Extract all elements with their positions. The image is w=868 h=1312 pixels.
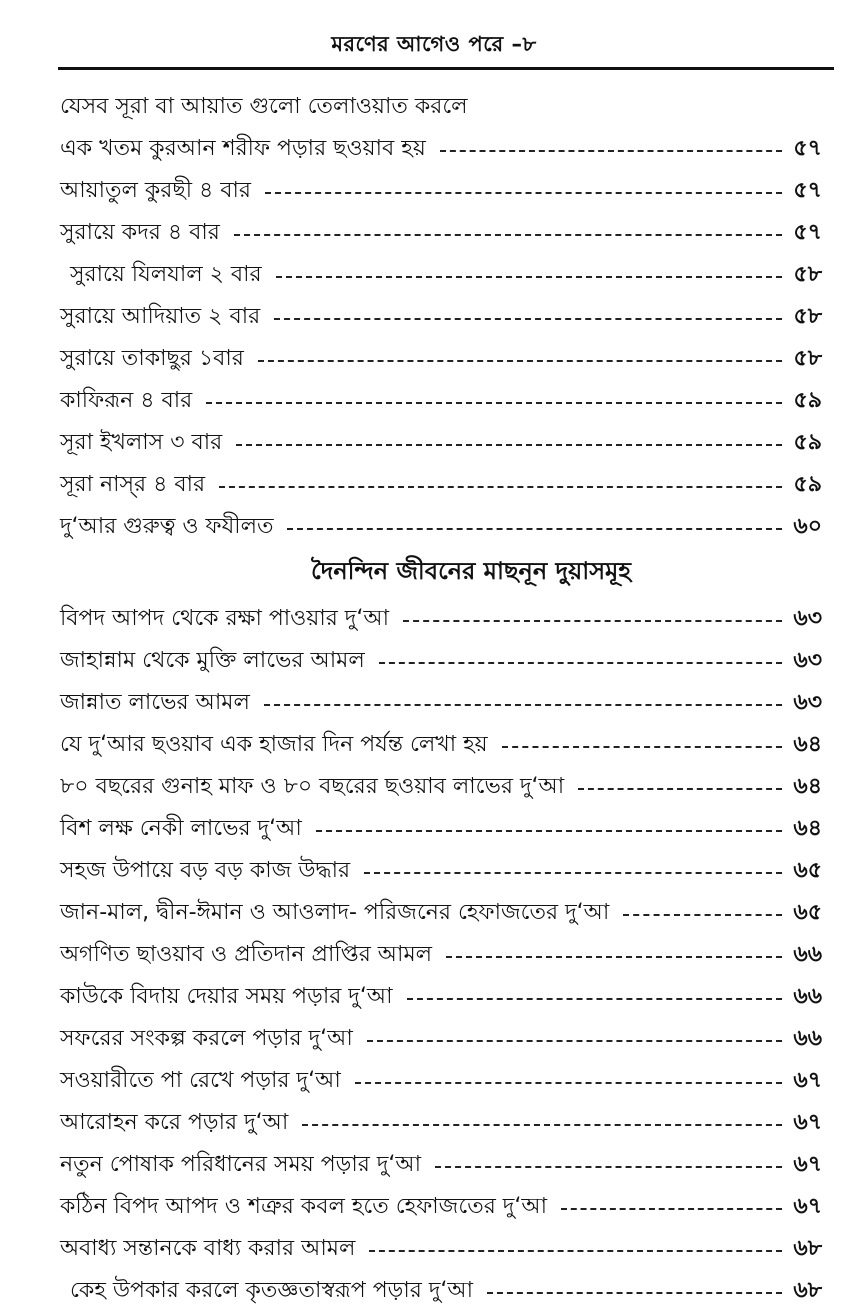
toc-entry-title: সুরায়ে তাকাছুর ১বার (60, 345, 244, 371)
toc-entry-page: ৬০ (793, 513, 822, 539)
toc-entry-title: ৮০ বছরের গুনাহ মাফ ও ৮০ বছরের ছওয়াব লাভের দু‘আ (60, 773, 565, 799)
toc-entry-page: ৬৮ (793, 1277, 822, 1303)
toc-entry (60, 934, 822, 976)
toc-entry-page: ৬৫ (793, 857, 822, 883)
toc-entry-page: ৬৭ (793, 1067, 822, 1093)
dot-leader (367, 1040, 782, 1042)
toc-entry (60, 254, 822, 296)
toc-entry-title: জাহান্নাম থেকে মুক্তি লাভের আমল (60, 647, 365, 673)
toc-section-2 (60, 598, 822, 1312)
toc-entry-page: ৫৯ (793, 471, 822, 497)
toc-entry-title: অবাধ্য সন্তানকে বাধ্য করার আমল (60, 1235, 356, 1261)
toc-entry-page: ৫৮ (793, 303, 822, 329)
toc-entry-title: বিপদ আপদ থেকে রক্ষা পাওয়ার দু‘আ (60, 605, 390, 631)
toc-entry-page: ৫৮ (793, 345, 822, 371)
toc-entry (60, 640, 822, 682)
toc-entry-title: কাফিরূন ৪ বার (60, 387, 193, 413)
dot-leader (369, 1250, 782, 1252)
table-of-contents (60, 86, 822, 1312)
toc-entry-title: সুরায়ে আদিয়াত ২ বার (60, 303, 261, 329)
toc-entry (60, 892, 822, 934)
toc-entry-page: ৫৯ (793, 387, 822, 413)
dot-leader (236, 444, 782, 446)
toc-entry (60, 808, 822, 850)
toc-entry-title: যেসব সূরা বা আয়াত গুলো তেলাওয়াত করলে (60, 93, 468, 119)
toc-entry (60, 724, 822, 766)
toc-entry (60, 170, 822, 212)
dot-leader (578, 788, 782, 790)
toc-entry-page: ৬৩ (793, 605, 822, 631)
toc-section-1 (60, 86, 822, 548)
toc-entry (60, 766, 822, 808)
dot-leader (234, 234, 782, 236)
toc-entry (60, 1270, 822, 1312)
toc-entry-title: আয়াতুল কুরছী ৪ বার (60, 177, 252, 203)
page-header: মরণের আগেও পরে –৮ (331, 32, 537, 56)
toc-entry (60, 128, 822, 170)
toc-entry (60, 380, 822, 422)
toc-entry-title: যে দু‘আর ছওয়াব এক হাজার দিন পর্যন্ত লেখা হয় (60, 731, 488, 757)
toc-entry-page: ৬৪ (793, 773, 822, 799)
toc-entry-title: এক খতম কুরআন শরীফ পড়ার ছওয়াব হয় (60, 135, 426, 161)
toc-entry-title: অগণিত ছাওয়াব ও প্রতিদান প্রাপ্তির আমল (60, 941, 433, 967)
dot-leader (364, 872, 782, 874)
section-heading: দৈনন্দিন জীবনের মাছনূন দুয়াসমূহ (311, 557, 631, 585)
dot-leader (274, 318, 782, 320)
toc-entry-page: ৬৩ (793, 689, 822, 715)
dot-leader (219, 486, 782, 488)
dot-leader (258, 360, 782, 362)
dot-leader (446, 956, 782, 958)
dot-leader (264, 704, 782, 706)
toc-entry (60, 850, 822, 892)
toc-entry-page: ৬৪ (793, 731, 822, 757)
dot-leader (487, 1292, 782, 1294)
toc-entry-title: কাউকে বিদায় দেয়ার সময় পড়ার দু‘আ (60, 983, 393, 1009)
toc-entry-page: ৫৮ (793, 261, 822, 287)
toc-entry-page: ৬৪ (793, 815, 822, 841)
dot-leader (407, 998, 782, 1000)
toc-entry-title: কেহ উপকার করলে কৃতজ্ঞতাস্বরূপ পড়ার দু‘আ (70, 1277, 474, 1303)
toc-entry-title: সূরা ইখলাস ৩ বার (60, 429, 223, 455)
toc-entry (60, 1060, 822, 1102)
toc-entry-page: ৬৬ (793, 983, 822, 1009)
toc-entry (60, 422, 822, 464)
toc-entry (60, 1018, 822, 1060)
toc-entry-title: নতুন পোষাক পরিধানের সময় পড়ার দু‘আ (60, 1151, 422, 1177)
dot-leader (435, 1166, 782, 1168)
dot-leader (403, 620, 782, 622)
toc-entry-title: সফরের সংকল্প করলে পড়ার দু‘আ (60, 1025, 353, 1051)
toc-entry (60, 464, 822, 506)
toc-entry-title: আরোহন করে পড়ার দু‘আ (60, 1109, 289, 1135)
dot-leader (276, 276, 782, 278)
toc-entry (60, 1144, 822, 1186)
dot-leader (355, 1082, 782, 1084)
toc-entry-page: ৬৮ (793, 1235, 822, 1261)
toc-entry-page: ৬৭ (793, 1109, 822, 1135)
toc-entry-title: সুরায়ে যিলযাল ২ বার (70, 261, 262, 287)
toc-entry (60, 598, 822, 640)
dot-leader (206, 402, 782, 404)
toc-entry (60, 682, 822, 724)
dot-leader (265, 192, 782, 194)
toc-entry-page: ৬৬ (793, 941, 822, 967)
toc-entry-page: ৬৫ (793, 899, 822, 925)
toc-entry-page: ৬৭ (793, 1151, 822, 1177)
toc-entry-title: দু‘আর গুরুত্ব ও ফযীলত (60, 513, 274, 539)
toc-entry (60, 976, 822, 1018)
toc-entry-title: জান-মাল, দ্বীন-ঈমান ও আওলাদ- পরিজনের হেফাজতের দু‘আ (60, 899, 610, 925)
toc-entry-page: ৫৭ (793, 135, 822, 161)
toc-entry (60, 86, 822, 128)
toc-entry-page: ৬৩ (793, 647, 822, 673)
dot-leader (379, 662, 782, 664)
toc-entry (60, 506, 822, 548)
toc-entry-page: ৫৭ (793, 177, 822, 203)
toc-entry-title: সহজ উপায়ে বড় বড় কাজ উদ্ধার (60, 857, 351, 883)
toc-entry-title: সূরা নাস্‌র ৪ বার (60, 471, 206, 497)
toc-entry (60, 296, 822, 338)
toc-entry-title: কঠিন বিপদ আপদ ও শত্রুর কবল হতে হেফাজতের দু‘আ (60, 1193, 548, 1219)
dot-leader (623, 914, 782, 916)
dot-leader (287, 528, 782, 530)
toc-entry-page: ৫৯ (793, 429, 822, 455)
toc-entry (60, 338, 822, 380)
header-rule (58, 67, 834, 70)
dot-leader (561, 1208, 782, 1210)
toc-entry-title: জান্নাত লাভের আমল (60, 689, 250, 715)
toc-entry-page: ৬৭ (793, 1193, 822, 1219)
dot-leader (440, 150, 782, 152)
toc-entry-title: সুরায়ে কদর ৪ বার (60, 219, 220, 245)
dot-leader (302, 1124, 782, 1126)
toc-entry-title: বিশ লক্ষ নেকী লাভের দু‘আ (60, 815, 302, 841)
toc-entry-page: ৬৬ (793, 1025, 822, 1051)
toc-entry (60, 1186, 822, 1228)
toc-entry (60, 212, 822, 254)
toc-entry (60, 1102, 822, 1144)
dot-leader (502, 746, 782, 748)
dot-leader (316, 830, 782, 832)
toc-entry (60, 1228, 822, 1270)
toc-entry-page: ৫৭ (793, 219, 822, 245)
toc-entry-title: সওয়ারীতে পা রেখে পড়ার দু‘আ (60, 1067, 341, 1093)
